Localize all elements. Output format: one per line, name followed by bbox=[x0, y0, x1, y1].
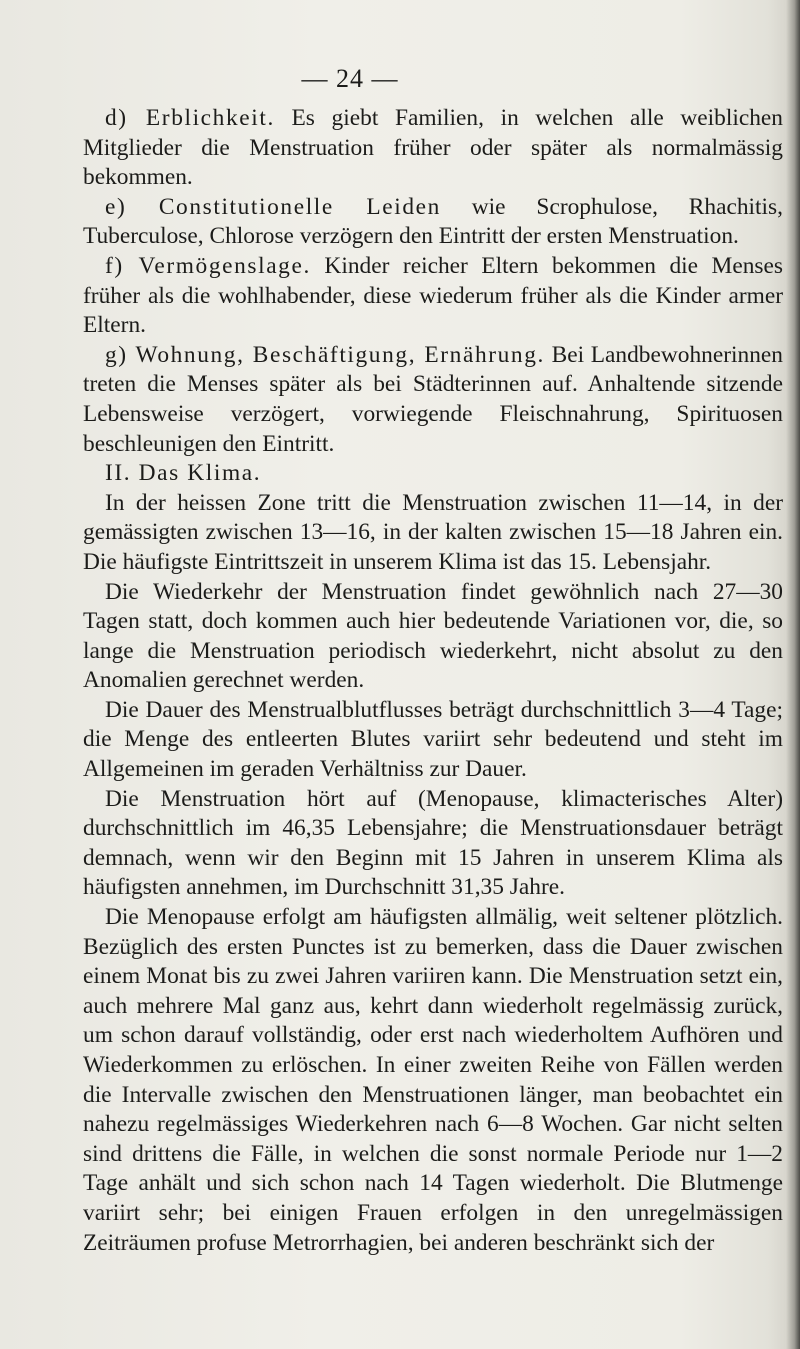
paragraph-g bbox=[83, 341, 783, 459]
paragraph-body: Kinder reicher Eltern bekommen die Menses früher als die wohlhabender, diese wiederum früher als die Kinder armer Eltern. bbox=[83, 252, 783, 339]
paragraph-body: Es giebt Familien, in welchen alle weiblichen Mitglieder die Menstruation früher oder später als normalmässig bekommen. bbox=[83, 105, 783, 191]
page-text bbox=[83, 104, 783, 1258]
paragraph-dauer bbox=[83, 696, 783, 785]
paragraph-lead: g) Wohnung, Beschäftigung, Ernährung. bbox=[105, 341, 545, 368]
paragraph-body: In der heissen Zone tritt die Menstruation zwischen 11—14, in der gemässigten zwischen 13—16, in der kalten zwischen 15—18 Jahren ein. Die häufigste Eintrittszeit in unserem Klima ist das 15. Lebensjahr. bbox=[83, 489, 783, 575]
page-edge-shadow bbox=[786, 0, 800, 1349]
paragraph-f bbox=[83, 252, 783, 341]
paragraph-body: Die Menstruation hört auf (Menopause, klimacterisches Alter) durchschnittlich im 46,35 Lebensjahre; die Menstruationsdauer beträgt demnach, wenn wir den Beginn mit 15 Jahren in unserem Klima als häufigsten annehmen, im Durchschnitt 31,35 Jahre. bbox=[83, 785, 783, 901]
paragraph-body: Die Wiederkehr der Menstruation findet gewöhnlich nach 27—30 Tagen statt, doch kommen auch hier bedeutende Variationen vor, die, so lange die Menstruation periodisch wiederkehrt, nicht absolut zu den Anomalien gerechnet werden. bbox=[83, 578, 783, 694]
paragraph-body: Die Menopause erfolgt am häufigsten allmälig, weit seltener plötzlich. Bezüglich des ersten Punctes ist zu bemerken, dass die Dauer zwischen einem Monat bis zu zwei Jahren variiren kann. Die Menstruation setzt ein, auch mehrere Mal ganz aus, kehrt dann wiederholt regelmässig zurück, um schon darauf vollständig, oder erst nach wiederholtem Aufhören und Wiederkommen zu erlöschen. In einer zweiten Reihe von Fällen werden die Intervalle zwischen den Menstruationen länger, man beobachtet ein nahezu regelmässiges Wiederkehren nach 6—8 Wochen. Gar nicht selten sind drittens die Fälle, in welchen die sonst normale Periode nur 1—2 Tage anhält und sich schon nach 14 Tagen wiederholt. Die Blutmenge variirt sehr; bei einigen Frauen erfolgen in den unregelmässigen Zeiträumen profuse Metrorrhagien, bei anderen beschränkt sich der bbox=[83, 904, 783, 1256]
paragraph-zone bbox=[83, 489, 783, 578]
paragraph-d bbox=[83, 104, 783, 193]
paragraph-menopause bbox=[83, 785, 783, 903]
paragraph-verlauf bbox=[83, 903, 783, 1258]
page-number: — 24 — bbox=[301, 64, 399, 93]
paragraph-lead: f) Vermögenslage. bbox=[105, 252, 311, 279]
paragraph-lead: d) Erblichkeit. bbox=[105, 105, 275, 131]
section-heading-klima bbox=[83, 459, 783, 489]
paragraph-lead: e) Constitutionelle Leiden bbox=[105, 193, 441, 220]
paragraph-body: Bei Landbewohnerinnen treten die Menses später als bei Städterinnen auf. Anhaltende sitzende Lebensweise verzögert, vorwiegende Fleischnahrung, Spirituosen beschleunigen den Eintritt. bbox=[83, 341, 783, 457]
paragraph-body: Die Dauer des Menstrualblutflusses beträgt durchschnittlich 3—4 Tage; die Menge des entleerten Blutes variirt sehr bedeutend und steht im Allgemeinen im geraden Verhältniss zur Dauer. bbox=[83, 696, 783, 783]
section-heading: II. Das Klima. bbox=[105, 460, 262, 487]
paragraph-body: wie Scrophulose, Rhachitis, Tuberculose, Chlorose verzögern den Eintritt der ersten Menstruation. bbox=[83, 193, 783, 250]
paragraph-e bbox=[83, 193, 783, 252]
paragraph-wiederkehr bbox=[83, 578, 783, 696]
